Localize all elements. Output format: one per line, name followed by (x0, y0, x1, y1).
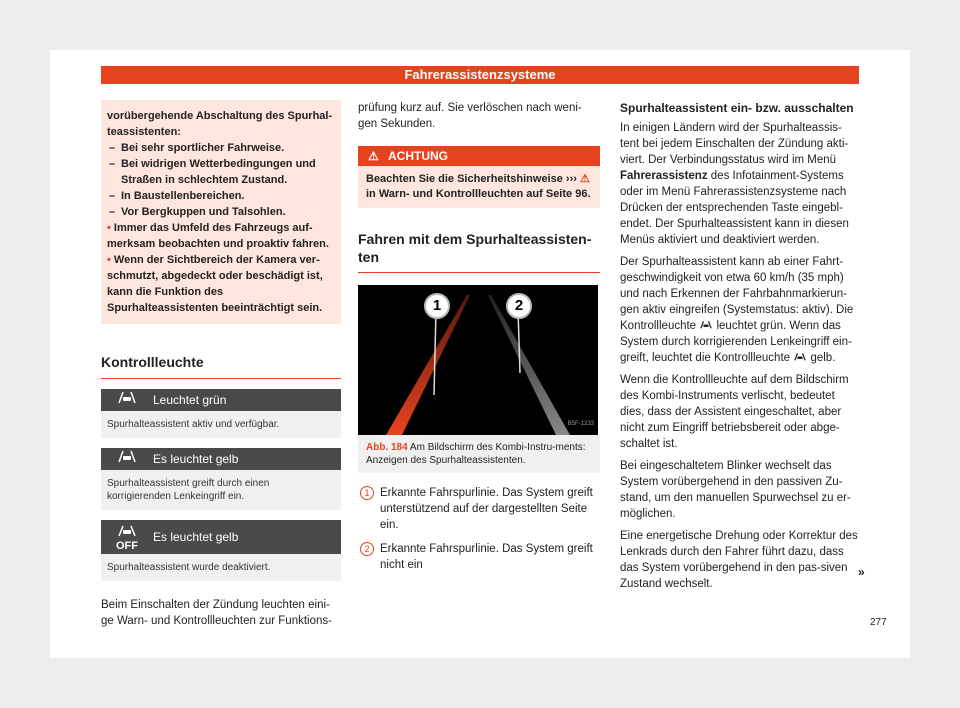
body-paragraph: Der Spurhalteassistent kann ab einer Fahrt-geschwindigkeit von etwa 60 km/h (35 mph) und nach Erkennen der Fahrbahnmarkierun-gen aktiv eingreifen (Systemstatus: aktiv). Die Kontrollleuchte leuchtet grün. Wenn das System durch korrigierenden Lenkeingriff ein-greift, leuchtet die Kontrollleuchte gelb. (620, 256, 854, 364)
lamp-label: Leuchtet grün (153, 393, 227, 407)
page-number: 277 (870, 617, 887, 628)
warning-bullet-item: • Immer das Umfeld des Fahrzeugs auf-merksam beobachten und proaktiv fahren. (107, 222, 329, 250)
column-right (620, 100, 860, 598)
lamp-off (101, 520, 341, 581)
bullet-icon: • (107, 222, 114, 234)
lane-display-figure (358, 285, 598, 435)
warning-triangle-icon: ⚠ (368, 149, 379, 163)
bullet-icon: • (107, 254, 114, 266)
body-paragraph: In einigen Ländern wird der Spurhalteassis-tent bei jedem Einschalten der Zündung akti-viert. Der Verbindungsstatus wird im Menü Fahrerassistenz des Infotainment-Systems oder im Menü Fahrerassistenzsysteme nach Drücken der entsprechenden Taste eingebl-endet. Der Spurhalteassistent kann in diesen Menüs aktiviert und deaktiviert werden. (620, 122, 849, 246)
achtung-text: Beachten Sie die Sicherheitshinweise ››› (366, 173, 577, 185)
achtung-text-link[interactable]: in Warn- und Kontrollleuchten auf Seite 96. (366, 188, 591, 200)
lamp-description: Spurhalteassistent wurde deaktiviert. (101, 554, 341, 581)
lane-assist-icon (113, 448, 141, 470)
figure-caption (358, 435, 600, 473)
lane-assist-icon (113, 389, 141, 411)
lane-assist-icon (793, 352, 807, 364)
subsection-heading: Spurhalteassistent ein- bzw. ausschalten (620, 101, 854, 115)
page-header: Fahrerassistenzsysteme (101, 66, 859, 84)
warning-triangle-icon: ⚠ (579, 173, 590, 185)
figure-number: Abb. 184 (366, 442, 408, 453)
caption-text: Am Bildschirm des Kombi-Instru-ments: Anzeigen des Spurhalteassistenten. (366, 442, 586, 466)
list-item: 2 Erkannte Fahrspurlinie. Das System greift nicht ein (358, 541, 600, 573)
warning-dash-item: – Bei sehr sportlicher Fahrweise. (107, 140, 335, 156)
lamp-green (101, 389, 341, 438)
achtung-box (358, 146, 600, 208)
warning-dash-item: – Vor Bergkuppen und Talsohlen. (107, 204, 335, 220)
lamp-yellow (101, 448, 341, 510)
warning-dash-item: – Bei widrigen Wetterbedingungen und Straßen in schlechtem Zustand. (107, 156, 335, 188)
body-paragraph: Bei eingeschaltetem Blinker wechselt das System vorübergehend in den passiven Zu-stand, um den manuellen Spurwechsel zu er-möglichen. (620, 460, 851, 520)
figure-code: B5F-1233 (567, 421, 594, 427)
column-left (101, 100, 341, 629)
item-number: 2 (360, 542, 374, 556)
section-title-spurhalteassistent: Fahren mit dem Spurhalteassisten-ten (358, 230, 600, 273)
warning-bullet-item: • Wenn der Sichtbereich der Kamera ver-schmutzt, abgedeckt oder beschädigt ist, kann die Funktion des Spurhalteassistenten beeinträchtigt sein. (107, 254, 323, 314)
menu-name: Fahrerassistenz (620, 170, 708, 182)
lamp-label: Es leuchtet gelb (153, 530, 239, 544)
list-item: 1 Erkannte Fahrspurlinie. Das System greift unterstützend auf der dargestellten Seite ein. (358, 485, 600, 533)
section-title-kontrollleuchte: Kontrollleuchte (101, 354, 341, 379)
lamp-description: Spurhalteassistent greift durch einen korrigierenden Lenkeingriff ein. (101, 470, 341, 510)
column-middle (358, 100, 600, 573)
lane-assist-icon (699, 320, 713, 332)
continue-chevron-icon: » (858, 565, 865, 579)
callout-2: 2 (506, 293, 532, 319)
callout-1: 1 (424, 293, 450, 319)
body-paragraph: prüfung kurz auf. Sie verlöschen nach weni-gen Sekunden. (358, 102, 582, 130)
body-paragraph: Beim Einschalten der Zündung leuchten eini-ge Warn- und Kontrollleuchten zur Funktions- (101, 599, 332, 627)
lane-assist-off-icon: OFF (113, 525, 141, 552)
warning-box (101, 100, 341, 324)
warning-dash-item: – In Baustellenbereichen. (107, 188, 335, 204)
lamp-label: Es leuchtet gelb (153, 452, 239, 466)
item-number: 1 (360, 486, 374, 500)
lamp-description: Spurhalteassistent aktiv und verfügbar. (101, 411, 341, 438)
body-paragraph: Wenn die Kontrollleuchte auf dem Bildschirm des Kombi-Instruments verlischt, bedeutet dies, dass der Assistent eingeschaltet, aber nicht zum Eingriff betriebsbereit oder abge-schaltet ist. (620, 374, 849, 450)
achtung-title: ACHTUNG (388, 149, 448, 163)
warning-intro: vorübergehende Abschaltung des Spurhal-teassistenten: (107, 110, 333, 138)
body-paragraph: Eine energetische Drehung oder Korrektur des Lenkrads durch den Fahrer führt dazu, dass das System vorübergehend in den pas-siven Zustand wechselt. (620, 530, 858, 590)
